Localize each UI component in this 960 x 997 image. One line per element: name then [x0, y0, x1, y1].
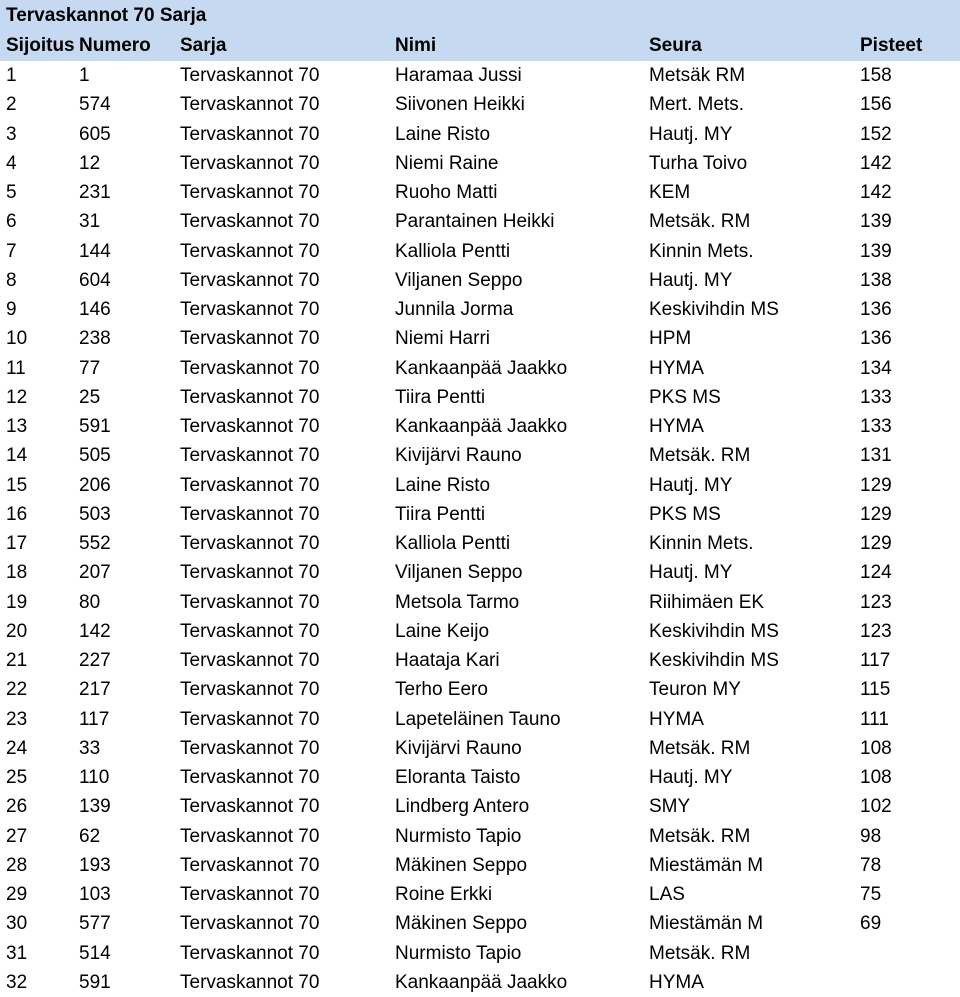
cell-nimi: Mäkinen Seppo: [395, 913, 528, 935]
cell-sarja: Tervaskannot 70: [180, 211, 320, 233]
cell-nimi: Metsola Tarmo: [395, 591, 520, 613]
cell-nimi: Niemi Raine: [395, 152, 499, 174]
cell-seura: Hautj. MY: [649, 562, 733, 584]
cell-numero: 146: [79, 299, 111, 320]
table-row: [0, 822, 960, 851]
cell-sijoitus: 27: [6, 825, 28, 847]
cell-sijoitus: 25: [6, 767, 28, 788]
cell-sarja: Tervaskannot 70: [180, 650, 320, 671]
cell-pisteet: 138: [860, 269, 892, 291]
cell-nimi: Roine Erkki: [395, 884, 493, 905]
table-row: [0, 909, 960, 938]
cell-sarja: Tervaskannot 70: [180, 269, 320, 291]
cell-pisteet: 69: [860, 913, 882, 935]
cell-sijoitus: 3: [6, 123, 17, 145]
cell-seura: Keskivihdin MS: [649, 299, 779, 320]
table-row: [0, 558, 960, 587]
cell-sarja: Tervaskannot 70: [180, 971, 320, 993]
table-row: [0, 61, 960, 90]
cell-pisteet: 102: [860, 796, 892, 818]
cell-sijoitus: 9: [6, 299, 17, 320]
cell-sarja: Tervaskannot 70: [180, 328, 320, 350]
cell-nimi: Viljanen Seppo: [395, 562, 523, 584]
cell-sijoitus: 16: [6, 503, 28, 525]
cell-sarja: Tervaskannot 70: [180, 942, 320, 964]
cell-sijoitus: 22: [6, 679, 28, 701]
cell-sijoitus: 28: [6, 854, 28, 876]
cell-seura: Metsäk. RM: [649, 942, 751, 964]
cell-seura: PKS MS: [649, 386, 721, 408]
cell-seura: LAS: [649, 884, 685, 905]
cell-seura: HYMA: [649, 708, 704, 730]
cell-sarja: Tervaskannot 70: [180, 825, 320, 847]
cell-numero: 103: [79, 884, 111, 905]
cell-pisteet: 129: [860, 474, 892, 496]
cell-sarja: Tervaskannot 70: [180, 591, 320, 613]
cell-seura: Turha Toivo: [649, 152, 748, 174]
cell-seura: Keskivihdin MS: [649, 650, 779, 671]
cell-sarja: Tervaskannot 70: [180, 503, 320, 525]
cell-sijoitus: 24: [6, 737, 28, 759]
cell-nimi: Laine Risto: [395, 474, 491, 496]
table-row: [0, 207, 960, 236]
cell-seura: Mert. Mets.: [649, 94, 745, 116]
cell-numero: 217: [79, 679, 111, 701]
cell-pisteet: 139: [860, 240, 892, 262]
cell-seura: Hautj. MY: [649, 767, 733, 788]
cell-numero: 574: [79, 94, 111, 116]
cell-numero: 110: [79, 767, 110, 788]
cell-sarja: Tervaskannot 70: [180, 152, 320, 174]
cell-seura: SMY: [649, 796, 691, 818]
cell-seura: KEM: [649, 182, 691, 203]
cell-pisteet: 152: [860, 123, 892, 145]
cell-sarja: Tervaskannot 70: [180, 679, 320, 701]
table-row: [0, 354, 960, 383]
cell-numero: 605: [79, 123, 111, 145]
cell-sarja: Tervaskannot 70: [180, 182, 320, 203]
cell-sarja: Tervaskannot 70: [180, 533, 320, 554]
cell-sijoitus: 32: [6, 971, 28, 993]
cell-nimi: Kalliola Pentti: [395, 240, 511, 262]
cell-nimi: Nurmisto Tapio: [395, 942, 522, 964]
cell-sijoitus: 23: [6, 708, 28, 730]
cell-sijoitus: 14: [6, 445, 28, 467]
cell-sijoitus: 12: [6, 386, 28, 408]
cell-numero: 77: [79, 357, 101, 379]
cell-pisteet: 136: [860, 328, 892, 350]
cell-sijoitus: 21: [6, 650, 28, 671]
cell-nimi: Lindberg Antero: [395, 796, 530, 818]
table-row: [0, 675, 960, 704]
column-header-nimi: Nimi: [395, 35, 437, 56]
table-row: [0, 500, 960, 529]
cell-sijoitus: 31: [6, 942, 28, 964]
cell-seura: Hautj. MY: [649, 123, 733, 145]
cell-sijoitus: 29: [6, 884, 28, 905]
table-row: [0, 441, 960, 470]
cell-numero: 604: [79, 269, 111, 291]
cell-sarja: Tervaskannot 70: [180, 445, 320, 467]
cell-numero: 503: [79, 503, 111, 525]
cell-nimi: Kalliola Pentti: [395, 533, 511, 554]
cell-seura: Riihimäen EK: [649, 591, 765, 613]
cell-nimi: Kankaanpää Jaakko: [395, 971, 568, 993]
cell-sarja: Tervaskannot 70: [180, 767, 320, 788]
cell-nimi: Junnila Jorma: [395, 299, 514, 320]
cell-nimi: Kivijärvi Rauno: [395, 737, 522, 759]
cell-numero: 144: [79, 240, 111, 262]
cell-numero: 552: [79, 533, 111, 554]
table-row: [0, 383, 960, 412]
cell-sijoitus: 4: [6, 152, 17, 174]
cell-seura: HYMA: [649, 416, 704, 437]
cell-sarja: Tervaskannot 70: [180, 357, 320, 379]
table-row: [0, 763, 960, 792]
table-body: [0, 61, 960, 997]
table-row: [0, 880, 960, 909]
cell-seura: Hautj. MY: [649, 474, 733, 496]
cell-nimi: Laine Keijo: [395, 620, 490, 642]
cell-pisteet: 111: [860, 708, 889, 730]
cell-numero: 193: [79, 854, 111, 876]
cell-nimi: Nurmisto Tapio: [395, 825, 522, 847]
cell-sijoitus: 18: [6, 562, 28, 584]
column-header-numero: Numero: [79, 35, 151, 56]
cell-nimi: Kivijärvi Rauno: [395, 445, 522, 467]
cell-pisteet: 129: [860, 503, 892, 525]
table-row: [0, 324, 960, 353]
cell-pisteet: 108: [860, 767, 892, 788]
cell-numero: 505: [79, 445, 111, 467]
table-row: [0, 178, 960, 207]
table-row: [0, 295, 960, 324]
table-row: [0, 237, 960, 266]
cell-pisteet: 129: [860, 533, 892, 554]
cell-sijoitus: 5: [6, 182, 17, 203]
table-row: [0, 120, 960, 149]
cell-numero: 117: [79, 708, 110, 730]
cell-sijoitus: 20: [6, 620, 28, 642]
cell-nimi: Kankaanpää Jaakko: [395, 416, 568, 437]
cell-seura: HPM: [649, 328, 692, 350]
cell-pisteet: 134: [860, 357, 892, 379]
cell-sijoitus: 15: [6, 474, 28, 496]
cell-nimi: Niemi Harri: [395, 328, 490, 350]
cell-seura: Hautj. MY: [649, 269, 733, 291]
cell-pisteet: 133: [860, 416, 892, 437]
cell-seura: Miestämän M: [649, 913, 764, 935]
cell-sijoitus: 8: [6, 269, 17, 291]
cell-sarja: Tervaskannot 70: [180, 562, 320, 584]
cell-nimi: Haataja Kari: [395, 650, 500, 671]
cell-pisteet: 131: [860, 445, 892, 467]
cell-numero: 12: [79, 152, 101, 174]
cell-pisteet: 75: [860, 884, 882, 905]
cell-numero: 206: [79, 474, 111, 496]
cell-nimi: Tiira Pentti: [395, 386, 486, 408]
cell-nimi: Parantainen Heikki: [395, 211, 555, 233]
cell-seura: Kinnin Mets.: [649, 533, 754, 554]
cell-numero: 238: [79, 328, 111, 350]
cell-numero: 591: [79, 971, 111, 993]
cell-numero: 207: [79, 562, 111, 584]
cell-seura: Miestämän M: [649, 854, 764, 876]
cell-sarja: Tervaskannot 70: [180, 708, 320, 730]
cell-sijoitus: 13: [6, 416, 28, 437]
table-row: [0, 939, 960, 968]
cell-numero: 231: [79, 182, 111, 203]
cell-sarja: Tervaskannot 70: [180, 620, 320, 642]
cell-seura: Metsäk. RM: [649, 211, 751, 233]
cell-sijoitus: 30: [6, 913, 28, 935]
table-row: [0, 646, 960, 675]
cell-nimi: Eloranta Taisto: [395, 767, 521, 788]
cell-numero: 25: [79, 386, 101, 408]
cell-seura: HYMA: [649, 971, 704, 993]
column-header-sijoitus: Sijoitus: [6, 35, 75, 56]
cell-nimi: Mäkinen Seppo: [395, 854, 528, 876]
table-row: [0, 588, 960, 617]
cell-sijoitus: 10: [6, 328, 28, 350]
cell-seura: Metsäk. RM: [649, 737, 751, 759]
table-row: [0, 471, 960, 500]
cell-sijoitus: 2: [6, 94, 17, 116]
table-row: [0, 851, 960, 880]
cell-pisteet: 139: [860, 211, 892, 233]
cell-numero: 591: [79, 416, 111, 437]
cell-numero: 80: [79, 591, 101, 613]
cell-numero: 31: [79, 211, 101, 233]
cell-nimi: Lapeteläinen Tauno: [395, 708, 561, 730]
cell-numero: 577: [79, 913, 111, 935]
cell-numero: 227: [79, 650, 111, 671]
cell-pisteet: 142: [860, 152, 892, 174]
column-header-sarja: Sarja: [180, 35, 227, 56]
cell-numero: 139: [79, 796, 111, 818]
cell-pisteet: 78: [860, 854, 882, 876]
cell-seura: Keskivihdin MS: [649, 620, 779, 642]
cell-pisteet: 115: [860, 679, 891, 701]
table-row: [0, 90, 960, 119]
cell-nimi: Siivonen Heikki: [395, 94, 525, 116]
cell-sarja: Tervaskannot 70: [180, 796, 320, 818]
sheet-title: Tervaskannot 70 Sarja: [6, 5, 207, 26]
cell-pisteet: 124: [860, 562, 892, 584]
cell-seura: PKS MS: [649, 503, 721, 525]
table-row: [0, 149, 960, 178]
cell-sarja: Tervaskannot 70: [180, 94, 320, 116]
cell-seura: Kinnin Mets.: [649, 240, 754, 262]
cell-pisteet: 123: [860, 620, 892, 642]
cell-nimi: Tiira Pentti: [395, 503, 486, 525]
cell-nimi: Haramaa Jussi: [395, 65, 522, 86]
cell-numero: 62: [79, 825, 101, 847]
cell-nimi: Viljanen Seppo: [395, 269, 523, 291]
cell-pisteet: 108: [860, 737, 892, 759]
cell-sarja: Tervaskannot 70: [180, 913, 320, 935]
cell-pisteet: 133: [860, 386, 892, 408]
cell-sijoitus: 6: [6, 211, 17, 233]
cell-sarja: Tervaskannot 70: [180, 299, 320, 320]
cell-sarja: Tervaskannot 70: [180, 65, 320, 86]
cell-numero: 1: [79, 65, 90, 86]
table-row: [0, 529, 960, 558]
cell-sijoitus: 7: [6, 240, 17, 262]
cell-sarja: Tervaskannot 70: [180, 386, 320, 408]
cell-numero: 514: [79, 942, 111, 964]
cell-sijoitus: 17: [6, 533, 28, 554]
cell-sijoitus: 11: [6, 357, 26, 379]
cell-nimi: Ruoho Matti: [395, 182, 498, 203]
cell-pisteet: 117: [860, 650, 891, 671]
cell-seura: Metsäk. RM: [649, 445, 751, 467]
table-row: [0, 705, 960, 734]
cell-pisteet: 136: [860, 299, 892, 320]
cell-seura: Teuron MY: [649, 679, 741, 701]
cell-sijoitus: 19: [6, 591, 28, 613]
table-row: [0, 792, 960, 821]
cell-numero: 142: [79, 620, 111, 642]
cell-seura: HYMA: [649, 357, 704, 379]
table-row: [0, 266, 960, 295]
cell-pisteet: 98: [860, 825, 882, 847]
column-header-row: [0, 31, 960, 61]
cell-seura: Metsäk. RM: [649, 825, 751, 847]
table-row: [0, 617, 960, 646]
cell-seura: Metsäk RM: [649, 65, 746, 86]
column-header-seura: Seura: [649, 35, 702, 56]
cell-nimi: Kankaanpää Jaakko: [395, 357, 568, 379]
cell-sarja: Tervaskannot 70: [180, 854, 320, 876]
cell-sarja: Tervaskannot 70: [180, 240, 320, 262]
cell-pisteet: 123: [860, 591, 892, 613]
cell-sarja: Tervaskannot 70: [180, 884, 320, 905]
cell-nimi: Terho Eero: [395, 679, 488, 701]
cell-nimi: Laine Risto: [395, 123, 491, 145]
cell-sijoitus: 26: [6, 796, 28, 818]
cell-pisteet: 142: [860, 182, 892, 203]
cell-sijoitus: 1: [6, 65, 17, 86]
table-header-block: [0, 0, 960, 61]
cell-sarja: Tervaskannot 70: [180, 474, 320, 496]
column-header-pisteet: Pisteet: [860, 35, 923, 56]
cell-sarja: Tervaskannot 70: [180, 416, 320, 437]
cell-numero: 33: [79, 737, 101, 759]
cell-pisteet: 158: [860, 65, 892, 86]
cell-sarja: Tervaskannot 70: [180, 123, 320, 145]
cell-sarja: Tervaskannot 70: [180, 737, 320, 759]
cell-pisteet: 156: [860, 94, 892, 116]
table-row: [0, 734, 960, 763]
table-row: [0, 412, 960, 441]
table-row: [0, 968, 960, 997]
